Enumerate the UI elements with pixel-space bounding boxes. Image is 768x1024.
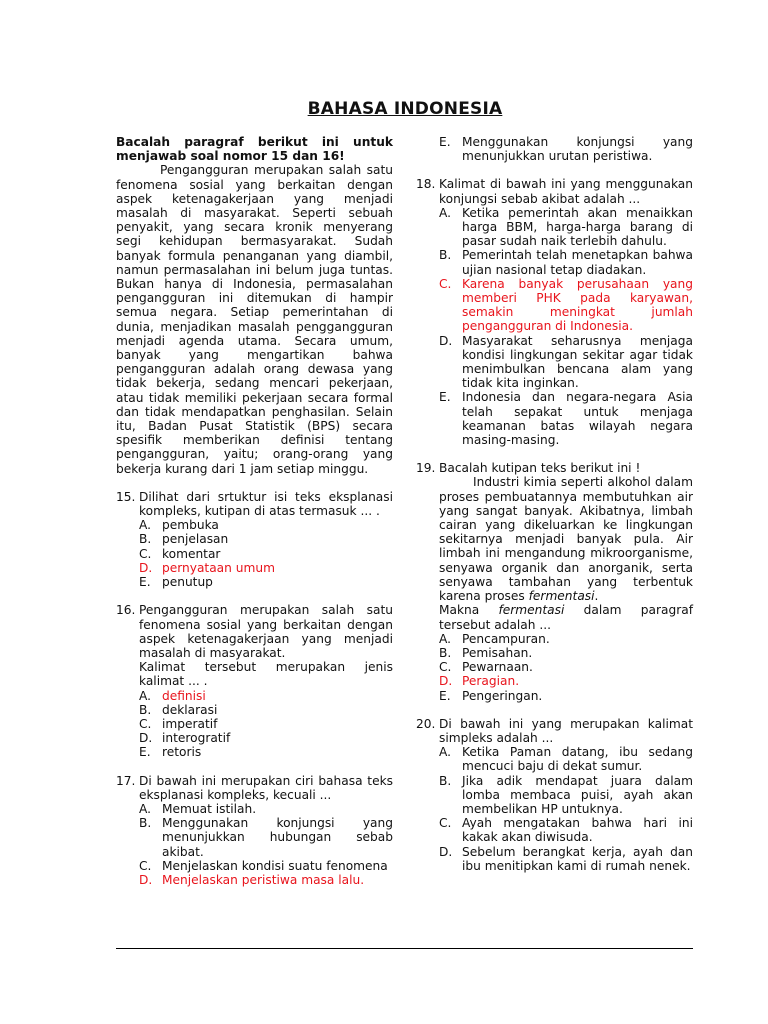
question-17 — [116, 774, 393, 888]
option-e: E. Indonesia dan negara-negara Asia telah sepakat untuk menjaga keamanan batas wilayah negara masing-masing. — [439, 390, 693, 448]
option-c: C. Menjelaskan kondisi suatu fenomena — [139, 858, 388, 873]
question-text: Bacalah kutipan teks berikut ini ! — [439, 461, 641, 476]
option-e: E. Pengeringan. — [439, 688, 543, 703]
option-e: E. retoris — [139, 745, 202, 760]
right-column — [416, 135, 693, 873]
question-text: Dilihat dari srtuktur isi teks eksplanasi kompleks, kutipan di atas termasuk ... . — [139, 489, 393, 519]
option-c-answer: C. Karena banyak perusahaan yang memberi PHK pada karyawan, semakin meningkat jumlah pengangguran di Indonesia. — [439, 276, 693, 334]
question-number: 17. — [116, 773, 136, 788]
question-number: 20. — [416, 716, 436, 731]
option-c: C. imperatif — [139, 716, 218, 731]
option-a: A. Ketika pemerintah akan menaikkan harga BBM, harga-harga barang di pasar sudah naik terlebih dahulu. — [439, 205, 693, 249]
option-b: B. Jika adik mendapat juara dalam lomba membaca puisi, ayah akan membelikan HP untuknya. — [439, 773, 693, 816]
question-number: 18. — [416, 177, 436, 192]
question-text: Di bawah ini yang merupakan kalimat simpleks adalah ... — [439, 716, 693, 745]
question-16 — [116, 603, 393, 759]
passage: Pengangguran merupakan salah satu fenomena sosial yang berkaitan dengan aspek ketenagakerjaan yang menjadi masalah di masyarakat. Seperti sebuah penyakit, yang secara kronik menyerang segi kehidupan bermasyarakat. Sudah banyak formula penanganan yang diambil, namun permasalahan ini belum juga tuntas. Bukan hanya di Indonesia, permasalahan pengangguran ini ditemukan di hampir semua negara. Setiap pemerintahan di dunia, menjadikan masalah penggangguran menjadi agenda utama. Secara umum, banyak yang mengartikan bahwa pengangguran adalah orang dewasa yang tidak bekerja, sedang mencari pekerjaan, atau tidak memiliki pekerjaan secara formal dan tidak mendapatkan penghasilan. Selain itu, Badan Pusat Statistik (BPS) secara spesifik memberikan definisi tentang pengangguran, yaitu; orang-orang yang bekerja kurang dari 1 jam setiap minggu. — [116, 163, 393, 476]
question-prompt: Kalimat tersebut merupakan jenis kalimat ... . — [139, 660, 393, 689]
question-17-continued — [416, 135, 693, 163]
option-b: B. Pemisahan. — [439, 645, 533, 660]
left-column — [116, 135, 393, 887]
option-a-answer: A. definisi — [139, 688, 206, 703]
question-15 — [116, 490, 393, 589]
question-text: Di bawah ini merupakan ciri bahasa teks eksplanasi kompleks, kecuali ... — [139, 773, 393, 802]
question-number: 19. — [416, 461, 436, 476]
question-18 — [416, 177, 693, 447]
option-c: C. Ayah mengatakan bahwa hari ini kakak akan diwisuda. — [439, 816, 693, 845]
option-d-answer: D. pernyataan umum — [139, 560, 275, 575]
option-c: C. komentar — [139, 546, 221, 561]
option-a: A. Ketika Paman datang, ibu sedang mencuci baju di dekat sumur. — [439, 745, 693, 774]
option-b: B. penjelasan — [139, 532, 229, 547]
footer-rule — [116, 948, 693, 949]
option-a: A. Memuat istilah. — [139, 801, 257, 816]
question-number: 15. — [116, 489, 136, 504]
question-text: Pengangguran merupakan salah satu fenomena sosial yang berkaitan dengan aspek ketenagakerjaan yang menjadi masalah di masyarakat. — [139, 603, 393, 660]
option-d: D. interogratif — [139, 731, 231, 746]
option-a: A. pembuka — [139, 518, 219, 533]
instruction: Bacalah paragraf berikut ini untuk menjawab soal nomor 15 dan 16! — [116, 135, 393, 164]
option-a: A. Pencampuran. — [439, 631, 550, 646]
question-20 — [416, 717, 693, 873]
option-b: B. Menggunakan konjungsi yang menunjukkan hubungan sebab akibat. — [139, 816, 393, 859]
question-prompt: Makna fermentasi dalam paragraf tersebut adalah ... — [439, 603, 693, 632]
option-e: E. Menggunakan konjungsi yang menunjukkan urutan peristiwa. — [439, 135, 693, 164]
question-text: Kalimat di bawah ini yang menggunakan konjungsi sebab akibat adalah ... — [439, 177, 693, 206]
option-d: D. Masyarakat seharusnya menjaga kondisi lingkungan sekitar agar tidak menimbulkan bencana alam yang tidak kita inginkan. — [439, 333, 693, 391]
option-d: D. Sebelum berangkat kerja, ayah dan ibu menitipkan kami di rumah nenek. — [439, 844, 693, 873]
option-d-answer: D. Menjelaskan peristiwa masa lalu. — [139, 872, 365, 887]
option-c: C. Pewarnaan. — [439, 660, 533, 675]
page-title: BAHASA INDONESIA — [307, 99, 503, 119]
question-number: 16. — [116, 603, 136, 618]
question-19 — [416, 461, 693, 702]
option-b: B. Pemerintah telah menetapkan bahwa ujian nasional tetap diadakan. — [439, 248, 693, 277]
option-b: B. deklarasi — [139, 702, 218, 717]
option-e: E. penutup — [139, 575, 213, 590]
option-d-answer: D. Peragian. — [439, 674, 520, 689]
excerpt: Industri kimia seperti alkohol dalam proses pembuatannya membutuhkan air yang sangat banyak. Akibatnya, limbah cairan yang dikeluarkan ke lingkungan sekitarnya menjadi banyak pula. Air limbah ini mengandung mikroorganisme, senyawa organik dan anorganik, serta senyawa tambahan yang terbentuk karena proses fermentasi. — [439, 475, 693, 604]
